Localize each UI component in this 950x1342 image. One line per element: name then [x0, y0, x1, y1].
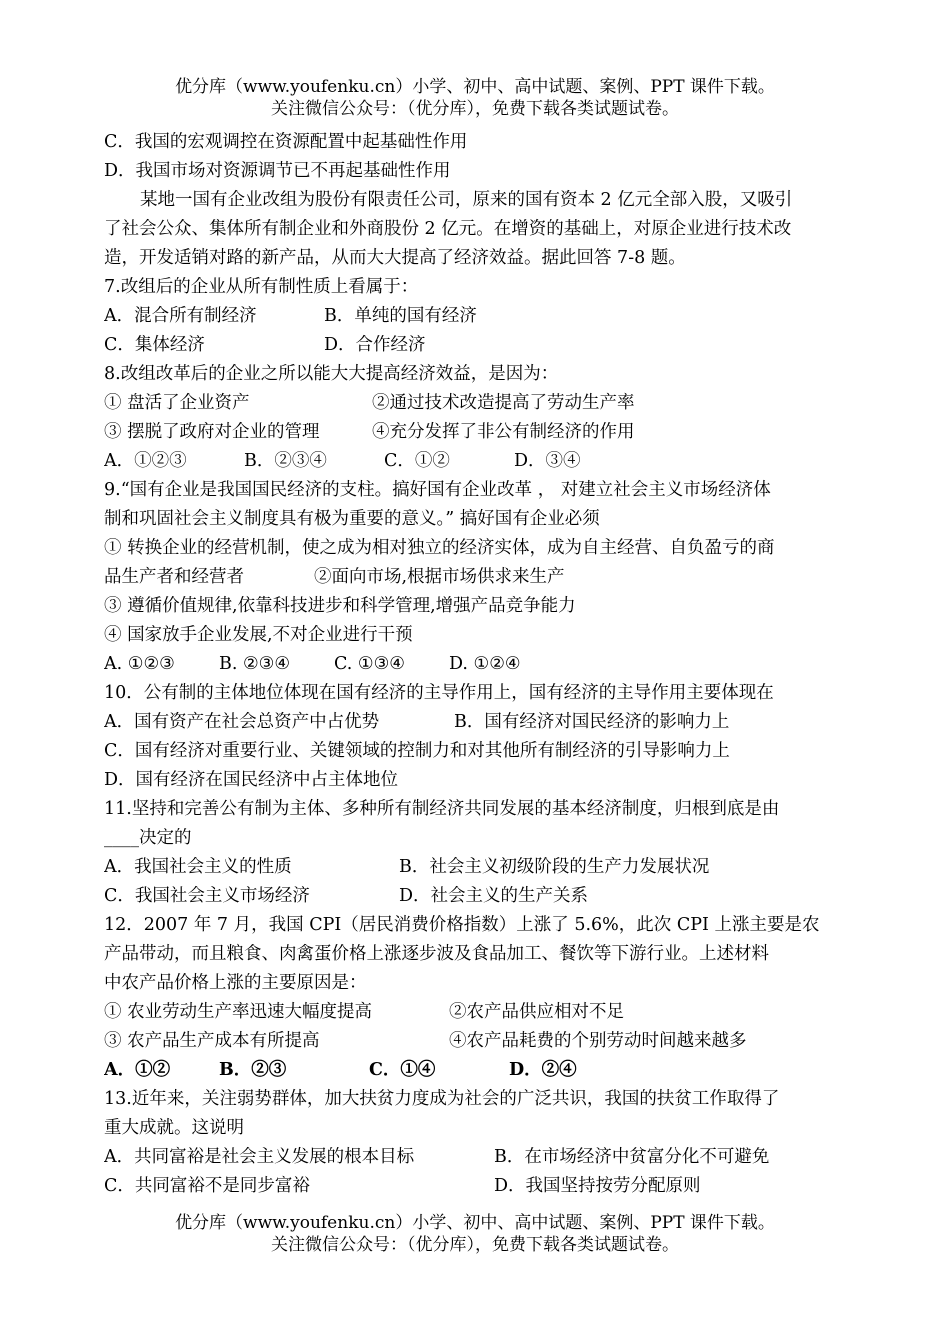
q10-option-d: D．国有经济在国民经济中占主体地位 — [104, 770, 399, 790]
q9-options — [104, 650, 852, 679]
q9-item-2: ②面向市场,根据市场供求来生产 — [314, 567, 565, 587]
q10-option-b: B．国有经济对国民经济的影响力上 — [454, 712, 730, 732]
q11-options-cd — [104, 882, 852, 911]
header-line-2: 关注微信公众号：（优分库），免费下载各类试题试卷。 — [271, 99, 679, 119]
q8-item-1: ① 盘活了企业资产 — [104, 393, 250, 413]
q9-item-1a: ① 转换企业的经营机制，使之成为相对独立的经济实体，成为自主经营、自负盈亏的商 — [104, 538, 775, 558]
q8-option-a: A．①②③ — [104, 451, 187, 471]
q12-option-b: B．②③ — [219, 1060, 287, 1080]
material-line-2: 了社会公众、集体所有制企业和外商股份 2 亿元。在增资的基础上，对原企业进行技术改 — [104, 219, 792, 239]
q11-option-d: D．社会主义的生产关系 — [399, 886, 589, 906]
q10-option-c: C．国有经济对重要行业、关键领域的控制力和对其他所有制经济的引导影响力上 — [104, 741, 730, 761]
q13-stem-1: 13.近年来，关注弱势群体，加大扶贫力度成为社会的广泛共识，我国的扶贫工作取得了 — [104, 1089, 780, 1109]
q9-items-1b-2 — [104, 563, 852, 592]
q13-options-cd — [104, 1172, 852, 1201]
q9-item-3: ③ 遵循价值规律,依靠科技进步和科学管理,增强产品竞争能力 — [104, 596, 576, 616]
q12-items-34 — [104, 1027, 852, 1056]
q9-option-b: B. ②③④ — [219, 654, 291, 674]
q12-option-d: D．②④ — [509, 1060, 577, 1080]
q12-stem-1: 12．2007 年 7 月，我国 CPI（居民消费价格指数）上涨了 5.6%，此次 CPI 上涨主要是农 — [104, 915, 820, 935]
q11-option-b: B．社会主义初级阶段的生产力发展状况 — [399, 857, 710, 877]
q9-item-1b: 品生产者和经营者 — [104, 567, 244, 587]
q12-item-1: ① 农业劳动生产率迅速大幅度提高 — [104, 1002, 373, 1022]
q8-option-d: D．③④ — [514, 451, 581, 471]
header-line-1: 优分库（www.youfenku.cn）小学、初中、高中试题、案例、PPT 课件下载。 — [175, 77, 775, 97]
footer-line-2: 关注微信公众号：（优分库），免费下载各类试题试卷。 — [271, 1235, 679, 1255]
q13-option-c: C．共同富裕不是同步富裕 — [104, 1176, 310, 1196]
q8-items-12 — [104, 389, 852, 418]
q12-stem-2: 产品带动，而且粮食、肉禽蛋价格上涨逐步波及食品加工、餐饮等下游行业。上述材料 — [104, 944, 769, 964]
q12-item-3: ③ 农产品生产成本有所提高 — [104, 1031, 320, 1051]
question-content — [104, 128, 852, 1201]
q9-stem-2: 制和巩固社会主义制度具有极为重要的意义。” 搞好国有企业必须 — [104, 509, 600, 529]
q10-options-ab — [104, 708, 852, 737]
footer-line-1: 优分库（www.youfenku.cn）小学、初中、高中试题、案例、PPT 课件下载。 — [175, 1213, 775, 1233]
q7-stem: 7.改组后的企业从所有制性质上看属于： — [104, 277, 419, 297]
q11-options-ab — [104, 853, 852, 882]
q9-option-d: D. ①②④ — [449, 654, 521, 674]
q6-option-d: D．我国市场对资源调节已不再起基础性作用 — [104, 161, 451, 181]
q9-option-c: C. ①③④ — [334, 654, 405, 674]
page-header — [0, 76, 950, 120]
q8-item-4: ④充分发挥了非公有制经济的作用 — [372, 422, 635, 442]
q8-stem: 8.改组改革后的企业之所以能大大提高经济效益，是因为： — [104, 364, 559, 384]
q11-option-c: C．我国社会主义市场经济 — [104, 886, 310, 906]
material-line-1: 某地一国有企业改组为股份有限责任公司，原来的国有资本 2 亿元全部入股，又吸引 — [140, 190, 793, 210]
q11-option-a: A．我国社会主义的性质 — [104, 857, 292, 877]
q9-option-a: A. ①②③ — [104, 654, 175, 674]
q13-option-b: B．在市场经济中贫富分化不可避免 — [494, 1147, 770, 1167]
q7-option-d: D．合作经济 — [324, 335, 426, 355]
q9-stem-1: 9.“国有企业是我国国民经济的支柱。搞好国有企业改革 ， 对建立社会主义市场经济体 — [104, 480, 771, 500]
material-line-3: 造，开发适销对路的新产品，从而大大提高了经济效益。据此回答 7-8 题。 — [104, 248, 686, 268]
q12-option-a: A．①② — [104, 1060, 171, 1080]
q8-option-c: C．①② — [384, 451, 450, 471]
q11-stem-2: ____决定的 — [104, 828, 192, 848]
q7-option-c: C．集体经济 — [104, 335, 205, 355]
q12-item-4: ④农产品耗费的个别劳动时间越来越多 — [449, 1031, 747, 1051]
q11-stem-1: 11.坚持和完善公有制为主体、多种所有制经济共同发展的基本经济制度，归根到底是由 — [104, 799, 780, 819]
q13-option-d: D．我国坚持按劳分配原则 — [494, 1176, 701, 1196]
q12-option-c: C．①④ — [369, 1060, 436, 1080]
q8-options — [104, 447, 852, 476]
q12-item-2: ②农产品供应相对不足 — [449, 1002, 624, 1022]
q6-option-c: C．我国的宏观调控在资源配置中起基础性作用 — [104, 132, 468, 152]
q9-item-4: ④ 国家放手企业发展,不对企业进行干预 — [104, 625, 413, 645]
q8-item-3: ③ 摆脱了政府对企业的管理 — [104, 422, 320, 442]
page-footer — [0, 1212, 950, 1256]
q7-options-cd — [104, 331, 852, 360]
q7-option-b: B．单纯的国有经济 — [324, 306, 477, 326]
q7-option-a: A．混合所有制经济 — [104, 306, 257, 326]
q12-stem-3: 中农产品价格上涨的主要原因是： — [104, 973, 367, 993]
q13-option-a: A．共同富裕是社会主义发展的根本目标 — [104, 1147, 415, 1167]
q7-options-ab — [104, 302, 852, 331]
q13-stem-2: 重大成就。这说明 — [104, 1118, 244, 1138]
q8-option-b: B．②③④ — [244, 451, 327, 471]
q12-options — [104, 1056, 852, 1085]
q8-item-2: ②通过技术改造提高了劳动生产率 — [372, 393, 635, 413]
q13-options-ab — [104, 1143, 852, 1172]
q8-items-34 — [104, 418, 852, 447]
q12-items-12 — [104, 998, 852, 1027]
q10-option-a: A．国有资产在社会总资产中占优势 — [104, 712, 380, 732]
q10-stem: 10．公有制的主体地位体现在国有经济的主导作用上，国有经济的主导作用主要体现在 — [104, 683, 774, 703]
